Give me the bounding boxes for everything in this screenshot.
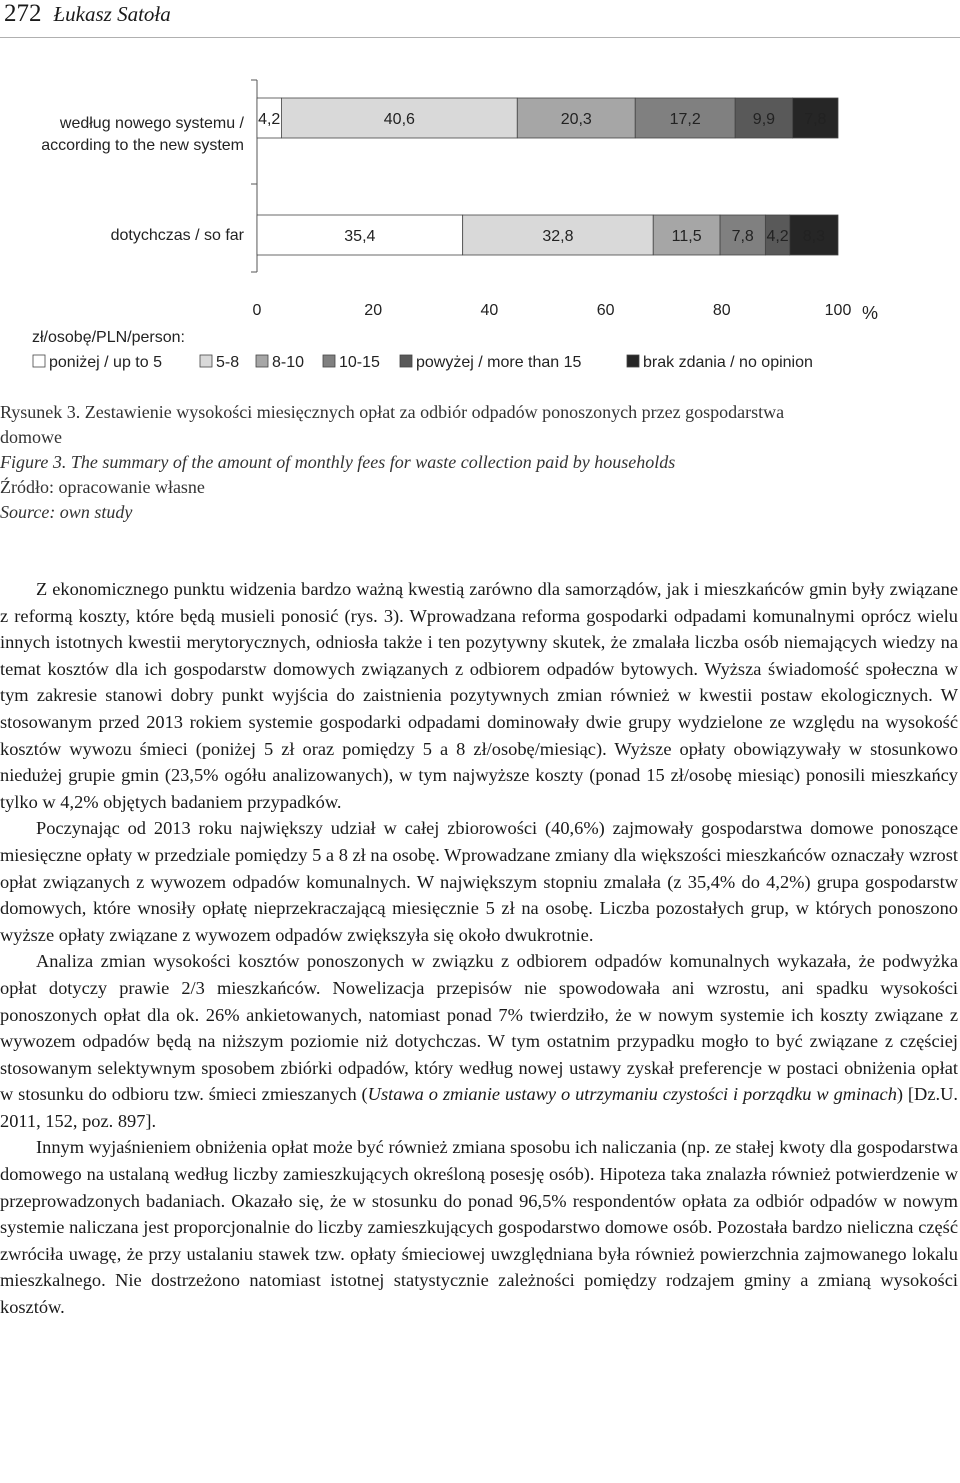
category-label: według nowego systemu / [59, 115, 244, 132]
x-tick-label: 100 [824, 302, 852, 319]
figure-title-pl-line1: Rysunek 3. Zestawienie wysokości miesięcznych opłat za odbiór odpadów ponoszonych przez gospodarstwa [0, 402, 785, 422]
paragraph-3 [0, 948, 958, 1134]
legend-label: 5-8 [216, 354, 240, 371]
data-label: 7,8 [731, 228, 754, 245]
x-tick-label: 0 [252, 302, 262, 319]
stacked-bar-chart [0, 40, 960, 390]
legend-swatch [33, 355, 45, 367]
data-label: 9,9 [752, 111, 776, 128]
legend-label: powyżej / more than 15 [416, 354, 582, 371]
x-tick-label: 80 [712, 302, 731, 319]
data-label: 4,2 [258, 111, 281, 128]
data-label: 17,2 [669, 111, 701, 128]
data-label: 7,8 [804, 111, 827, 128]
legend-swatch [200, 355, 212, 367]
figure-title-pl-line2: domowe [0, 427, 62, 447]
legend-swatch [627, 355, 639, 367]
paragraph-1: Z ekonomicznego punktu widzenia bardzo ważną kwestią zarówno dla samorządów, jak i mieszkańców gmin były związane z reformą koszty, które będą musieli ponosić (rys. 3). Wprowadzana reforma gospodarki odpadami komunalnymi oprócz wielu innych istotnych kwestii merytorycznych, odniosła także i ten pozytywny skutek, że zmalała liczba osób niemających wiedzy na temat kosztów dla ich gospodarstw domowych związanych z odbiorem odpadów bytowych. Wyższa świadomość społeczna w tym zakresie stanowi dobry punkt wyjścia do zaistnienia pozytywnych zmian również w kwestii postaw ekologicznych. W stosowanym przed 2013 rokiem systemie gospodarki odpadami dominowały dwie grupy wydzielone ze względu na wysokość kosztów wywozu śmieci (poniżej 5 zł oraz pomiędzy 5 a 8 zł/osobę/miesiąc). Wyższe opłaty obowiązywały w stosunkowo niedużej grupie gmin (23,5% ogółu analizowanych), w tym najwyższe koszty (ponad 15 zł/osobę miesiąc) ponosili mieszkańcy tylko w 4,2% objętych badaniem przypadków. [0, 579, 958, 812]
data-label: 8,3 [802, 228, 826, 245]
figure-caption [0, 400, 956, 525]
paragraph-3-text-b: ) [Dz.U. 2011, 152, poz. 897]. [0, 1084, 958, 1131]
page-header [4, 0, 171, 36]
data-label: 4,2 [766, 228, 789, 245]
paragraph-2: Poczynając od 2013 roku największy udział w całej zbiorowości (40,6%) zajmowały gospodarstwa domowe ponoszące miesięczne opłaty w przedziale pomiędzy 5 a 8 zł na osobę. Wprowadzane zmiany dla większości mieszkańców oznaczały wzrost opłat związanych z wywozem odpadów komunalnych. W największym stopniu zmalała (z 35,4% do 4,2%) grupa gospodarstw domowych, które wnosiły opłatę nieprzekraczającą miesięcznie 5 zł na osobę. Liczba pozostałych grup, w których ponoszono wyższe opłaty związane z wywozem odpadów zwiększyła się około dwukrotnie. [0, 818, 958, 945]
x-unit-label: % [861, 303, 879, 323]
paragraph-3-text-a: Analiza zmian wysokości kosztów ponoszonych w związku z odbiorem odpadów komunalnych wykazała, że podwyżka opłat dotyczy prawie 2/3 mieszkańców. Nowelizacja przepisów nie spowodowała ani wzrostu, ani spadku wysokości ponoszonych opłat dla ok. 26% ankietowanych, natomiast ponad 7% twierdziło, że w nowym systemie ich koszty związane z wywozem odpadów będą na niższym poziomie niż dotychczas. W tym ostatnim przypadku mogło to być związane z częściej stosowanym selektywnym sposobem zbiórki odpadów, który według nowej ustawy zyskał preferencje w postaci obniżenia opłat w stosunku do odbioru tzw. śmieci zmieszanych ( [0, 951, 958, 1105]
running-head-author: Łukasz Satoła [53, 2, 171, 26]
legend-swatch [400, 355, 412, 367]
legend-label: poniżej / up to 5 [49, 354, 162, 371]
legend-title: zł/osobę/PLN/person: [32, 329, 185, 346]
data-label: 35,4 [344, 228, 376, 245]
legend-label: 10-15 [339, 354, 380, 371]
page-number: 272 [4, 0, 42, 27]
paragraph-4: Innym wyjaśnieniem obniżenia opłat może być również zmiana sposobu ich naliczania (np. ze stałej kwoty dla gospodarstwa domowego na ustalaną według liczby zamieszkujących określoną posesję osób). Hipoteza taka znalazła również potwierdzenie w przeprowadzonych badaniach. Okazało się, że w stosunku do ponad 96,5% respondentów opłata za odbiór odpadów w nowym systemie naliczana jest proporcjonalnie do liczby zamieszkujących gospodarstwo domowe osób. Pozostała bardzo nieliczna część zwróciła uwagę, że przy ustalaniu stawek tzw. opłaty śmieciowej uwzględniana była również powierzchnia zajmowanego lokalu mieszkalnego. Nie dostrzeżono natomiast istotnej statystycznie zależności pomiędzy rodzajem gminy a zmianą wysokości kosztów. [0, 1137, 958, 1318]
data-label: 40,6 [383, 111, 415, 128]
category-label: dotychczas / so far [110, 227, 244, 244]
x-tick-label: 60 [596, 302, 615, 319]
x-tick-label: 20 [364, 302, 383, 319]
source-en: Source: own study [0, 502, 133, 522]
legend-swatch [323, 355, 335, 367]
legend-label: 8-10 [272, 354, 305, 371]
figure-title-en: Figure 3. The summary of the amount of monthly fees for waste collection paid by households [0, 452, 676, 472]
data-label: 20,3 [560, 111, 592, 128]
legend-label: brak zdania / no opinion [643, 354, 813, 371]
body-text [0, 576, 958, 1321]
x-tick-label: 40 [480, 302, 499, 319]
header-rule [0, 37, 960, 38]
data-label: 32,8 [542, 228, 574, 245]
category-label: according to the new system [41, 137, 244, 154]
legend-swatch [256, 355, 268, 367]
statute-title: Ustawa o zmianie ustawy o utrzymaniu czystości i porządku w gminach [367, 1084, 897, 1105]
data-label: 11,5 [671, 228, 702, 245]
source-pl: Źródło: opracowanie własne [0, 477, 205, 497]
